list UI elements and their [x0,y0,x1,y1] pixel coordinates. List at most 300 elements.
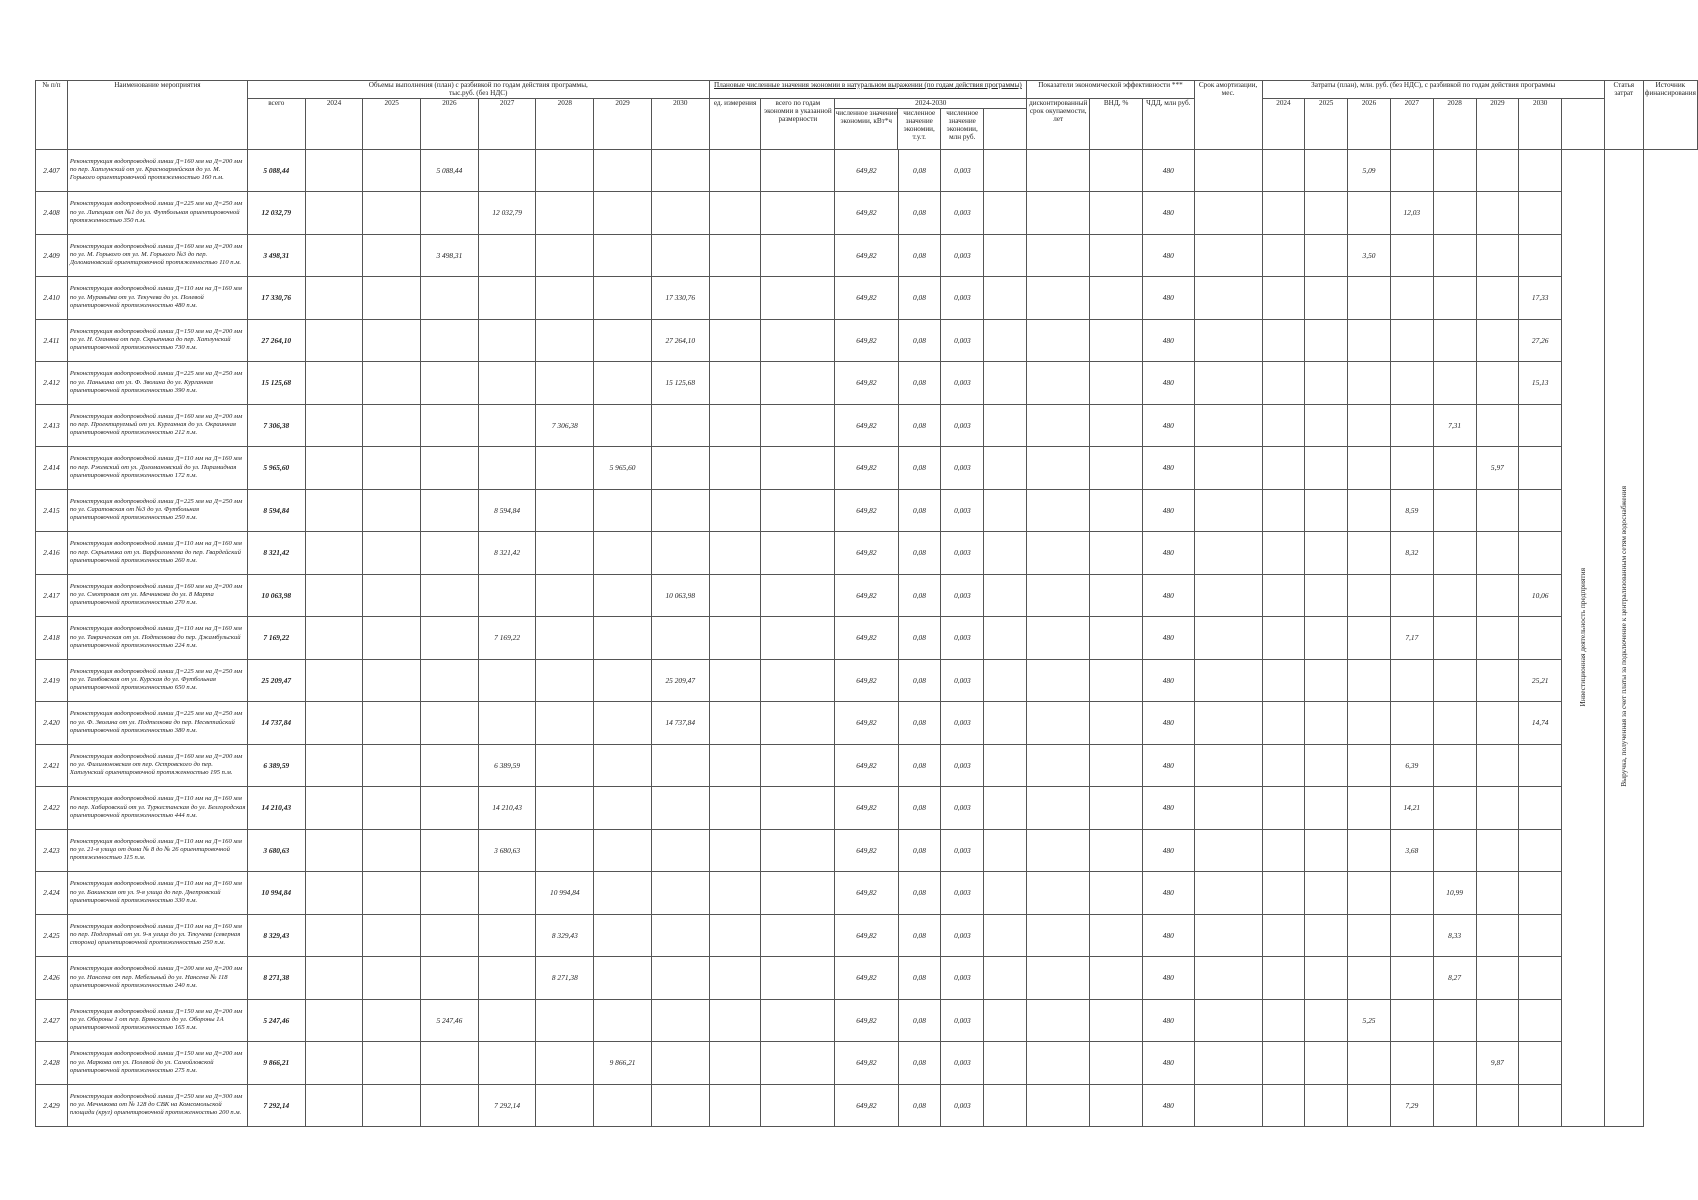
row-year-volume [651,1042,709,1085]
row-kwh: 649,82 [835,659,898,702]
row-amort: 480 [1142,744,1194,787]
row-year-cost [1348,1042,1391,1085]
row-year-volume [536,829,594,872]
row-year-volume: 10 994,84 [536,872,594,915]
row-total: 12 032,79 [247,192,305,235]
header-source: Источник финансирования [1643,81,1697,150]
row-rub: 0,003 [941,914,984,957]
row-npv [1090,999,1143,1042]
table-row [36,319,1698,362]
row-irr [1027,1042,1090,1085]
row-cost-spare-left [1194,617,1262,660]
row-year-volume [421,362,479,405]
row-kwh: 649,82 [835,489,898,532]
row-payback [984,447,1027,490]
row-amort: 480 [1142,277,1194,320]
row-year-cost [1519,1042,1562,1085]
row-amort: 480 [1142,872,1194,915]
row-year-cost [1348,872,1391,915]
row-year-cost [1262,999,1305,1042]
header-volumes-line1: Объемы выполнения (план) с разбивкой по годам действия программы, [368,81,588,89]
row-total: 10 994,84 [247,872,305,915]
row-year-cost: 14,74 [1519,702,1562,745]
row-number: 2.416 [36,532,68,575]
row-year-cost [1262,447,1305,490]
row-total: 17 330,76 [247,277,305,320]
row-year-cost [1476,149,1519,192]
row-year-volume [305,447,363,490]
row-year-volume: 3 498,31 [421,234,479,277]
row-year-volume [536,234,594,277]
header-planned-cols [835,109,1026,149]
row-year-volume: 8 321,42 [478,532,536,575]
row-kwh: 649,82 [835,277,898,320]
row-year-cost [1262,404,1305,447]
row-kwh: 649,82 [835,914,898,957]
row-year-volume [594,957,652,1000]
row-year-cost [1390,872,1433,915]
row-year-cost [1348,829,1391,872]
row-tut: 0,08 [898,362,941,405]
row-number: 2.410 [36,277,68,320]
row-npv [1090,829,1143,872]
row-year-cost [1305,659,1348,702]
row-year-volume [651,872,709,915]
row-measure-name: Реконструкция водопроводной линии Д=150 мм на Д=200 мм по ул. Обороны 1 от пер. Брянского до ул. Обороны 1А ориентировочной протяженностью 165 п.м. [67,999,247,1042]
row-year-cost [1262,234,1305,277]
row-irr [1027,149,1090,192]
row-year-cost [1348,532,1391,575]
row-unit [709,489,761,532]
row-rub: 0,003 [941,872,984,915]
row-measure-name: Реконструкция водопроводной линии Д=225 мм на Д=250 мм по ул. Ф. Зволина от ул. Подтелкова до пер. Несветайский ориентировочной протяженностью 380 п.м. [67,702,247,745]
row-year-cost: 10,99 [1433,872,1476,915]
row-year-cost [1305,1042,1348,1085]
row-year-volume [305,404,363,447]
row-measure-name: Реконструкция водопроводной линии Д=160 мм на Д=200 мм по ул. Смотровая от ул. Мечникова до ул. 8 Марта ориентировочной протяженностью 270 п.м. [67,574,247,617]
row-year-volume [651,489,709,532]
row-tut: 0,08 [898,659,941,702]
row-payback [984,234,1027,277]
row-year-cost [1348,617,1391,660]
row-total: 10 063,98 [247,574,305,617]
row-year-cost [1390,957,1433,1000]
row-year-cost [1519,957,1562,1000]
table-row [36,234,1698,277]
row-unit [709,574,761,617]
row-payback [984,277,1027,320]
row-year-volume [363,787,421,830]
row-year-volume [305,319,363,362]
row-year-volume [363,149,421,192]
row-amort: 480 [1142,914,1194,957]
row-total-by-years [761,957,835,1000]
row-rub: 0,003 [941,234,984,277]
row-kwh: 649,82 [835,362,898,405]
row-year-cost [1476,404,1519,447]
row-number: 2.412 [36,362,68,405]
row-irr [1027,702,1090,745]
row-year-cost [1305,149,1348,192]
row-number: 2.408 [36,192,68,235]
row-year-volume [305,234,363,277]
row-year-volume [594,999,652,1042]
row-cost-spare-left [1194,999,1262,1042]
row-kwh: 649,82 [835,787,898,830]
row-year-cost [1390,659,1433,702]
row-kwh: 649,82 [835,532,898,575]
row-year-cost: 6,39 [1390,744,1433,787]
row-year-volume: 5 965,60 [594,447,652,490]
row-year-volume [536,532,594,575]
table-row [36,447,1698,490]
header-planned-group [709,81,1027,99]
row-npv [1090,192,1143,235]
header-cost-year-2024: 2024 [1262,98,1305,149]
row-year-volume [421,617,479,660]
row-year-cost: 8,27 [1433,957,1476,1000]
table-row [36,1084,1698,1127]
header-year-2029: 2029 [594,98,652,149]
table-row [36,1042,1698,1085]
row-npv [1090,447,1143,490]
row-year-cost [1262,659,1305,702]
row-year-cost [1305,277,1348,320]
row-measure-name: Реконструкция водопроводной линии Д=250 мм на Д=300 мм по ул. Мечникова от № 128 до СВК на Комсомольской площади (круг) ориентировочной протяженностью 200 п.м. [67,1084,247,1127]
row-cost-spare-left [1194,914,1262,957]
row-measure-name: Реконструкция водопроводной линии Д=225 мм на Д=250 мм по ул. Саратовская от №3 до ул. Футбольная ориентировочной протяженностью 250 п.м. [67,489,247,532]
row-year-volume [536,574,594,617]
row-unit [709,149,761,192]
row-cost-spare-left [1194,489,1262,532]
row-year-volume: 7 292,14 [478,1084,536,1127]
row-year-volume [651,617,709,660]
row-payback [984,702,1027,745]
row-year-volume [651,787,709,830]
row-year-cost [1433,659,1476,702]
row-measure-name: Реконструкция водопроводной линии Д=110 мм на Д=160 мм по пер. Скрыпника от ул. Варфоломеева до пер. Гвардейский ориентировочной протяженностью 260 п.м. [67,532,247,575]
row-npv [1090,234,1143,277]
row-tut: 0,08 [898,957,941,1000]
row-year-volume [363,192,421,235]
row-rub: 0,003 [941,1042,984,1085]
row-kwh: 649,82 [835,192,898,235]
header-amort: Срок амортизации, мес. [1194,81,1262,150]
row-total: 15 125,68 [247,362,305,405]
header-volumes-group [247,81,709,99]
row-year-volume [594,362,652,405]
row-year-cost [1262,914,1305,957]
row-year-cost [1262,574,1305,617]
header-year-2025: 2025 [363,98,421,149]
row-year-cost [1476,277,1519,320]
row-year-cost [1390,702,1433,745]
row-year-volume [421,1042,479,1085]
row-year-cost [1305,872,1348,915]
row-number: 2.420 [36,702,68,745]
row-amort: 480 [1142,489,1194,532]
row-year-volume [421,489,479,532]
row-year-volume [305,574,363,617]
row-year-cost [1262,872,1305,915]
row-number: 2.425 [36,914,68,957]
row-cost-spare-left [1194,872,1262,915]
row-total: 14 737,84 [247,702,305,745]
row-year-cost: 8,32 [1390,532,1433,575]
row-year-volume: 3 680,63 [478,829,536,872]
row-unit [709,617,761,660]
row-measure-name: Реконструкция водопроводной линии Д=110 мм на Д=160 мм по пер. Подгорный от ул. 9-я улица до ул. Текучева (северная сторона) ориентировочной протяженностью 250 п.м. [67,914,247,957]
table-row [36,192,1698,235]
row-cost-spare-left [1194,319,1262,362]
table-body [36,149,1698,1127]
row-npv [1090,659,1143,702]
row-measure-name: Реконструкция водопроводной линии Д=160 мм на Д=200 мм по пер. Проектируемый от ул. Курганная до ул. Окраинная ориентировочной протяженностью 212 п.м. [67,404,247,447]
row-year-volume: 25 209,47 [651,659,709,702]
row-kwh: 649,82 [835,319,898,362]
row-kwh: 649,82 [835,1042,898,1085]
row-year-cost [1433,829,1476,872]
row-total: 8 594,84 [247,489,305,532]
row-year-cost [1262,1084,1305,1127]
row-year-volume [305,149,363,192]
row-year-cost [1305,574,1348,617]
row-tut: 0,08 [898,277,941,320]
row-year-volume [594,532,652,575]
row-year-cost [1390,999,1433,1042]
table-row [36,744,1698,787]
row-year-volume [478,362,536,405]
row-year-volume [363,617,421,660]
header-cost-year-2027: 2027 [1390,98,1433,149]
row-year-cost [1348,574,1391,617]
row-total-by-years [761,617,835,660]
investment-table-container [35,80,1698,1127]
header-cost-year-2025: 2025 [1305,98,1348,149]
row-year-cost [1348,277,1391,320]
row-measure-name: Реконструкция водопроводной линии Д=200 мм на Д=200 мм по ул. Нансена от пер. Мебельный до ул. Нансена № 118 ориентировочной протяженностью 240 п.м. [67,957,247,1000]
row-year-cost [1433,362,1476,405]
row-year-cost [1476,872,1519,915]
row-payback [984,362,1027,405]
row-payback [984,957,1027,1000]
row-measure-name: Реконструкция водопроводной линии Д=160 мм на Д=200 мм по ул. Филимоновская от пер. Островского до пер. Хатлунский ориентировочной протяженностью 195 п.м. [67,744,247,787]
header-year-2028: 2028 [536,98,594,149]
row-tut: 0,08 [898,532,941,575]
row-payback [984,829,1027,872]
row-year-cost [1262,532,1305,575]
row-number: 2.418 [36,617,68,660]
row-rub: 0,003 [941,999,984,1042]
row-year-volume [305,277,363,320]
row-year-cost: 17,33 [1519,277,1562,320]
row-year-cost [1262,957,1305,1000]
row-year-volume [421,447,479,490]
row-total-by-years [761,872,835,915]
row-year-volume [651,532,709,575]
row-year-volume [594,277,652,320]
row-year-volume [305,744,363,787]
row-irr [1027,999,1090,1042]
row-measure-name: Реконструкция водопроводной линии Д=150 мм на Д=200 мм по ул. Н. Оганяна от пер. Скрыпника до пер. Хатлунский ориентировочной протяженностью 730 п.м. [67,319,247,362]
row-year-volume [478,574,536,617]
row-year-cost [1433,1084,1476,1127]
row-payback [984,1084,1027,1127]
table-row [36,872,1698,915]
row-year-volume: 17 330,76 [651,277,709,320]
row-year-volume [305,659,363,702]
row-year-volume [594,702,652,745]
row-year-volume: 15 125,68 [651,362,709,405]
row-tut: 0,08 [898,702,941,745]
row-year-volume [363,404,421,447]
row-year-volume [363,532,421,575]
row-year-cost [1305,744,1348,787]
row-amort: 480 [1142,447,1194,490]
table-row [36,404,1698,447]
row-npv [1090,1042,1143,1085]
row-cost-spare-left [1194,1042,1262,1085]
row-amort: 480 [1142,362,1194,405]
row-year-volume [363,999,421,1042]
row-year-volume [478,914,536,957]
row-amort: 480 [1142,1084,1194,1127]
row-total-by-years [761,1042,835,1085]
row-tut: 0,08 [898,617,941,660]
row-npv [1090,744,1143,787]
row-year-volume: 9 866,21 [594,1042,652,1085]
row-year-volume [421,787,479,830]
row-irr [1027,659,1090,702]
row-year-volume [421,404,479,447]
row-total: 25 209,47 [247,659,305,702]
row-year-cost [1262,617,1305,660]
row-tut: 0,08 [898,872,941,915]
row-year-cost [1305,362,1348,405]
row-year-volume [651,914,709,957]
row-year-volume [594,744,652,787]
row-year-cost [1348,447,1391,490]
row-total: 8 321,42 [247,532,305,575]
row-amort: 480 [1142,532,1194,575]
row-year-cost [1519,447,1562,490]
row-year-volume [363,957,421,1000]
row-year-volume [536,1084,594,1127]
row-measure-name: Реконструкция водопроводной линии Д=150 мм на Д=200 мм по ул. Маркова от ул. Полевой до ул. Самойловской ориентировочной протяженностью 275 п.м. [67,1042,247,1085]
row-year-cost: 5,09 [1348,149,1391,192]
row-year-cost [1433,574,1476,617]
row-payback [984,319,1027,362]
row-year-volume [421,192,479,235]
row-year-cost [1305,319,1348,362]
row-unit [709,829,761,872]
row-kwh: 649,82 [835,404,898,447]
row-number: 2.421 [36,744,68,787]
row-kwh: 649,82 [835,872,898,915]
row-year-cost [1519,999,1562,1042]
row-total-by-years [761,829,835,872]
row-cost-spare-left [1194,744,1262,787]
row-year-cost [1476,702,1519,745]
row-measure-name: Реконструкция водопроводной линии Д=225 мм на Д=250 мм по ул. Панькина от ул. Ф. Зволина до ул. Курганная ориентировочной протяженностью 390 п.м. [67,362,247,405]
row-amort: 480 [1142,957,1194,1000]
table-row [36,957,1698,1000]
row-rub: 0,003 [941,362,984,405]
row-payback [984,787,1027,830]
row-year-cost [1476,617,1519,660]
row-tut: 0,08 [898,192,941,235]
row-rub: 0,003 [941,702,984,745]
table-row [36,999,1698,1042]
row-year-volume [421,957,479,1000]
row-cost-spare-left [1194,404,1262,447]
table-row [36,914,1698,957]
row-rub: 0,003 [941,829,984,872]
header-unit: ед. измерения [709,98,761,149]
row-year-cost [1305,999,1348,1042]
row-cost-spare-left [1194,957,1262,1000]
row-year-volume [536,999,594,1042]
row-year-volume [363,362,421,405]
row-cost-spare-left [1194,149,1262,192]
row-measure-name: Реконструкция водопроводной линии Д=110 мм на Д=160 мм по ул. 21-я улица от дома № 8 до № 26 ориентировочной протяженностью 115 п.м. [67,829,247,872]
row-tut: 0,08 [898,574,941,617]
row-kwh: 649,82 [835,149,898,192]
row-tut: 0,08 [898,829,941,872]
row-total: 7 292,14 [247,1084,305,1127]
header-year-2024: 2024 [305,98,363,149]
row-year-cost [1305,192,1348,235]
row-year-cost: 3,68 [1390,829,1433,872]
row-year-cost [1476,957,1519,1000]
row-tut: 0,08 [898,999,941,1042]
row-unit [709,702,761,745]
row-year-volume [421,872,479,915]
row-year-volume [305,702,363,745]
header-year-2030: 2030 [651,98,709,149]
row-year-volume [478,1042,536,1085]
header-total-by-years: всего по годам экономии в указанной размерности [761,98,835,149]
row-unit [709,787,761,830]
row-year-cost [1476,362,1519,405]
row-irr [1027,914,1090,957]
row-year-cost [1305,532,1348,575]
row-year-volume [478,234,536,277]
row-year-cost [1519,532,1562,575]
row-number: 2.423 [36,829,68,872]
row-year-cost [1305,234,1348,277]
row-year-cost [1390,1042,1433,1085]
row-year-volume [478,319,536,362]
row-number: 2.414 [36,447,68,490]
row-rub: 0,003 [941,744,984,787]
row-kwh: 649,82 [835,1084,898,1127]
row-year-cost [1433,192,1476,235]
row-year-cost [1519,192,1562,235]
row-number: 2.411 [36,319,68,362]
cost-article-text: Инвестиционная деятельность предприятия [1578,567,1588,707]
row-year-cost [1519,872,1562,915]
row-irr [1027,234,1090,277]
row-measure-name: Реконструкция водопроводной линии Д=225 мм на Д=250 мм по ул. Тамбовская от ул. Курская до ул. Футбольная ориентировочной протяженностью 650 п.м. [67,659,247,702]
row-total: 5 965,60 [247,447,305,490]
row-npv [1090,277,1143,320]
row-year-volume [305,787,363,830]
row-year-volume [651,957,709,1000]
row-amort: 480 [1142,1042,1194,1085]
row-year-cost [1390,234,1433,277]
row-rub: 0,003 [941,149,984,192]
